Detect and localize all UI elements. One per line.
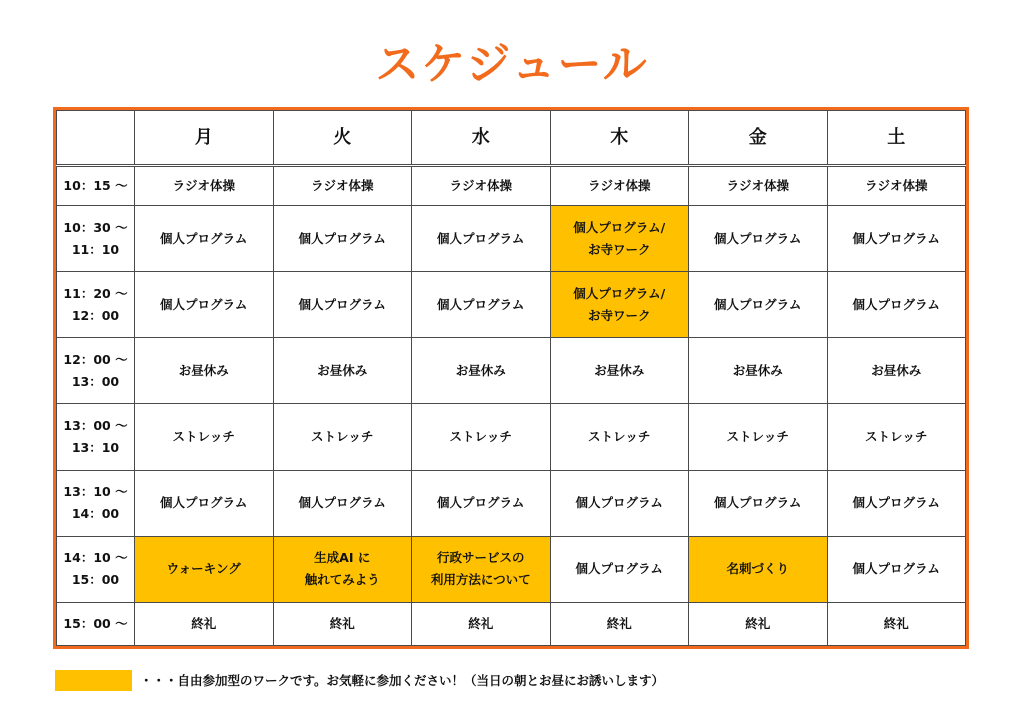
activity-text: 生成AI に (314, 550, 371, 566)
activity-cell (550, 536, 689, 602)
activity-cell (273, 272, 412, 338)
activity-text: 個人プログラム (852, 296, 940, 312)
activity-text: ラジオ体操 (587, 178, 651, 194)
activity-text: 個人プログラム (852, 230, 940, 246)
activity-text: 個人プログラム (437, 495, 525, 511)
activity-text: ラジオ体操 (726, 178, 789, 194)
activity-text: 個人プログラム (714, 495, 802, 511)
activity-text: 個人プログラム/ (573, 219, 666, 235)
schedule-row (57, 404, 966, 470)
activity-text: 個人プログラム (714, 230, 802, 246)
activity-cell (412, 338, 551, 404)
activity-text: ラジオ体操 (864, 178, 928, 194)
activity-text: 個人プログラム (298, 296, 386, 312)
activity-cell (412, 272, 551, 338)
activity-cell (827, 166, 966, 206)
activity-cell (827, 338, 966, 404)
time-text: 13：10 ～ (63, 484, 128, 500)
activity-text: 終礼 (329, 615, 355, 631)
activity-cell (550, 470, 689, 536)
activity-cell (827, 536, 966, 602)
time-text: 11：10 (71, 241, 120, 257)
activity-cell (689, 272, 828, 338)
time-text: 13：00 (71, 373, 120, 389)
day-header: 火 (273, 111, 412, 166)
time-text: 12：00 (71, 307, 120, 323)
activity-cell-free-participation (550, 206, 689, 272)
schedule-table (56, 110, 966, 646)
activity-text: 終礼 (468, 615, 494, 631)
schedule-row (57, 206, 966, 272)
activity-cell (412, 470, 551, 536)
schedule-row (57, 602, 966, 645)
activity-cell (827, 272, 966, 338)
activity-cell (689, 166, 828, 206)
schedule-row (57, 272, 966, 338)
activity-cell (827, 470, 966, 536)
activity-cell (827, 404, 966, 470)
day-header: 水 (412, 111, 551, 166)
activity-cell-free-participation (135, 536, 274, 602)
time-cell (57, 272, 135, 338)
activity-text: 行政サービスの (436, 550, 525, 566)
activity-text: お昼休み (455, 362, 506, 378)
time-text: 10：15 ～ (63, 178, 128, 194)
time-text: 13：00 ～ (63, 418, 128, 434)
activity-cell (135, 338, 274, 404)
activity-cell (550, 338, 689, 404)
schedule-frame (53, 107, 969, 649)
header-row (57, 111, 966, 166)
activity-cell-free-participation (273, 536, 412, 602)
activity-text: ラジオ体操 (449, 178, 512, 194)
schedule-row (57, 536, 966, 602)
activity-cell (135, 166, 274, 206)
activity-cell (273, 470, 412, 536)
activity-text: ストレッチ (865, 429, 928, 445)
schedule-row (57, 166, 966, 206)
time-cell (57, 536, 135, 602)
activity-cell (273, 338, 412, 404)
time-cell (57, 602, 135, 645)
activity-cell (273, 206, 412, 272)
activity-text: 終礼 (883, 615, 909, 631)
activity-cell (827, 602, 966, 645)
activity-cell (273, 166, 412, 206)
time-text: 13：10 (71, 440, 120, 456)
activity-text: ストレッチ (588, 429, 651, 445)
activity-text: お寺ワーク (587, 241, 651, 257)
time-text: 15：00 ～ (63, 615, 128, 631)
activity-text: 終礼 (745, 615, 771, 631)
time-cell (57, 404, 135, 470)
activity-text: 個人プログラム (852, 495, 940, 511)
activity-cell (135, 404, 274, 470)
activity-text: ラジオ体操 (310, 178, 374, 194)
activity-text: 個人プログラム (575, 561, 663, 577)
activity-cell (273, 602, 412, 645)
activity-cell (689, 602, 828, 645)
day-header: 土 (827, 111, 966, 166)
activity-cell (412, 602, 551, 645)
activity-cell (412, 166, 551, 206)
activity-cell (689, 404, 828, 470)
activity-text: ストレッチ (726, 429, 789, 445)
time-text: 15：00 (71, 572, 120, 588)
activity-cell (689, 470, 828, 536)
activity-cell-free-participation (412, 536, 551, 602)
activity-cell (135, 602, 274, 645)
day-header: 木 (550, 111, 689, 166)
activity-text: お昼休み (594, 362, 645, 378)
activity-text: 触れてみよう (304, 572, 380, 588)
time-cell (57, 470, 135, 536)
activity-text: 終礼 (606, 615, 632, 631)
activity-text: お昼休み (178, 362, 229, 378)
activity-text: ストレッチ (172, 429, 235, 445)
activity-text: 個人プログラム (575, 495, 663, 511)
day-header: 月 (135, 111, 274, 166)
activity-cell (135, 470, 274, 536)
activity-cell (827, 206, 966, 272)
time-cell (57, 338, 135, 404)
activity-text: お寺ワーク (587, 307, 651, 323)
activity-text: 個人プログラム (160, 230, 248, 246)
activity-cell (689, 206, 828, 272)
activity-cell (689, 338, 828, 404)
activity-text: 個人プログラム (852, 561, 940, 577)
activity-text: お昼休み (732, 362, 783, 378)
activity-cell-free-participation (550, 272, 689, 338)
activity-cell (135, 206, 274, 272)
activity-cell (550, 404, 689, 470)
activity-cell (412, 404, 551, 470)
schedule-row (57, 338, 966, 404)
activity-text: ストレッチ (311, 429, 374, 445)
page-title: スケジュール (375, 39, 649, 90)
activity-text: ウォーキング (166, 561, 241, 577)
activity-text: 利用方法について (430, 572, 531, 588)
activity-text: 個人プログラム (714, 296, 802, 312)
activity-text: 個人プログラム (437, 230, 525, 246)
time-text: 14：00 (71, 506, 120, 522)
activity-cell-free-participation (689, 536, 828, 602)
time-text: 12：00 ～ (63, 351, 128, 367)
legend-text: ・・・自由参加型のワークです。お気軽に参加ください！（当日の朝とお昼にお誘いします） (140, 673, 665, 688)
time-cell (57, 166, 135, 206)
activity-text: 個人プログラム (298, 495, 386, 511)
legend-swatch (55, 670, 132, 691)
time-text: 11：20 ～ (63, 285, 128, 301)
activity-text: 名刺づくり (726, 561, 789, 577)
corner-cell (57, 111, 135, 166)
activity-cell (273, 404, 412, 470)
activity-text: 個人プログラム (298, 230, 386, 246)
activity-text: 個人プログラム (160, 495, 248, 511)
activity-text: お昼休み (317, 362, 368, 378)
activity-cell (135, 272, 274, 338)
activity-text: お昼休み (871, 362, 922, 378)
activity-text: ストレッチ (449, 429, 512, 445)
activity-text: 個人プログラム (160, 296, 248, 312)
activity-text: 個人プログラム/ (573, 285, 666, 301)
activity-text: ラジオ体操 (172, 178, 235, 194)
schedule-row (57, 470, 966, 536)
activity-text: 個人プログラム (437, 296, 525, 312)
activity-cell (550, 166, 689, 206)
time-text: 14：10 ～ (63, 550, 128, 566)
activity-cell (550, 602, 689, 645)
activity-text: 終礼 (191, 615, 217, 631)
day-header: 金 (689, 111, 828, 166)
time-cell (57, 206, 135, 272)
time-text: 10：30 ～ (63, 219, 128, 235)
activity-cell (412, 206, 551, 272)
